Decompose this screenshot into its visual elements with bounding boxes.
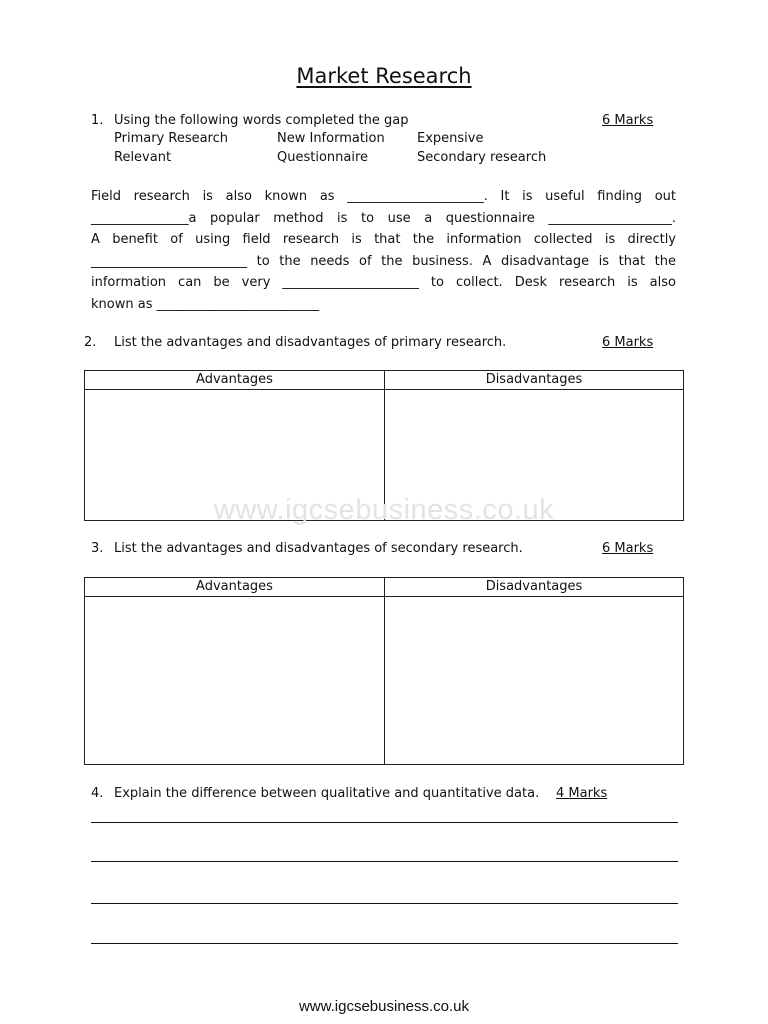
paragraph-line: information can be very _____________________ to collect. Desk research is also	[91, 275, 676, 290]
word-bank-item: New Information	[277, 131, 385, 146]
secondary-research-table	[84, 577, 684, 765]
column-header-disadvantages: Disadvantages	[385, 371, 684, 390]
q3-prompt: List the advantages and disadvantages of secondary research.	[114, 541, 523, 556]
paragraph-line: _______________a popular method is to use a questionnaire ___________________.	[91, 210, 676, 226]
q3-number: 3.	[91, 541, 104, 556]
disadvantages-answer-cell[interactable]	[385, 597, 684, 765]
column-header-advantages: Advantages	[85, 371, 385, 390]
q1-prompt: Using the following words completed the gap	[114, 113, 409, 128]
answer-line[interactable]	[91, 861, 678, 862]
answer-line[interactable]	[91, 903, 678, 904]
q3-marks: 6 Marks	[602, 541, 654, 556]
word-bank-item: Questionnaire	[277, 150, 369, 165]
q2-prompt: List the advantages and disadvantages of primary research.	[114, 335, 507, 350]
word-bank-item: Secondary research	[417, 150, 547, 165]
gap-fill-paragraph	[91, 186, 676, 315]
paragraph-line: known as _________________________	[91, 296, 320, 312]
column-header-advantages: Advantages	[85, 578, 385, 597]
paragraph-line: ________________________ to the needs of the business. A disadvantage is that the	[91, 253, 676, 269]
q2-marks: 6 Marks	[602, 335, 654, 350]
watermark: www.igcsebusiness.co.uk	[213, 494, 555, 526]
answer-line[interactable]	[91, 943, 678, 944]
word-bank-item: Expensive	[417, 131, 484, 146]
q4-prompt: Explain the difference between qualitative and quantitative data.	[114, 786, 540, 801]
word-bank-item: Relevant	[114, 150, 172, 165]
q4-number: 4.	[91, 786, 104, 801]
q2-number: 2.	[84, 335, 97, 350]
paragraph-line: A benefit of using field research is that the information collected is directly	[91, 232, 676, 247]
advantages-answer-cell[interactable]	[85, 597, 385, 765]
q1-marks: 6 Marks	[602, 113, 654, 128]
word-bank-item: Primary Research	[114, 131, 228, 146]
q1-number: 1.	[91, 113, 104, 128]
q4-marks: 4 Marks	[556, 786, 608, 801]
answer-line[interactable]	[91, 822, 678, 823]
column-header-disadvantages: Disadvantages	[385, 578, 684, 597]
page-title: Market Research	[296, 64, 472, 88]
paragraph-line: Field research is also known as _____________________. It is useful finding out	[91, 189, 676, 204]
footer-url: www.igcsebusiness.co.uk	[298, 998, 470, 1015]
